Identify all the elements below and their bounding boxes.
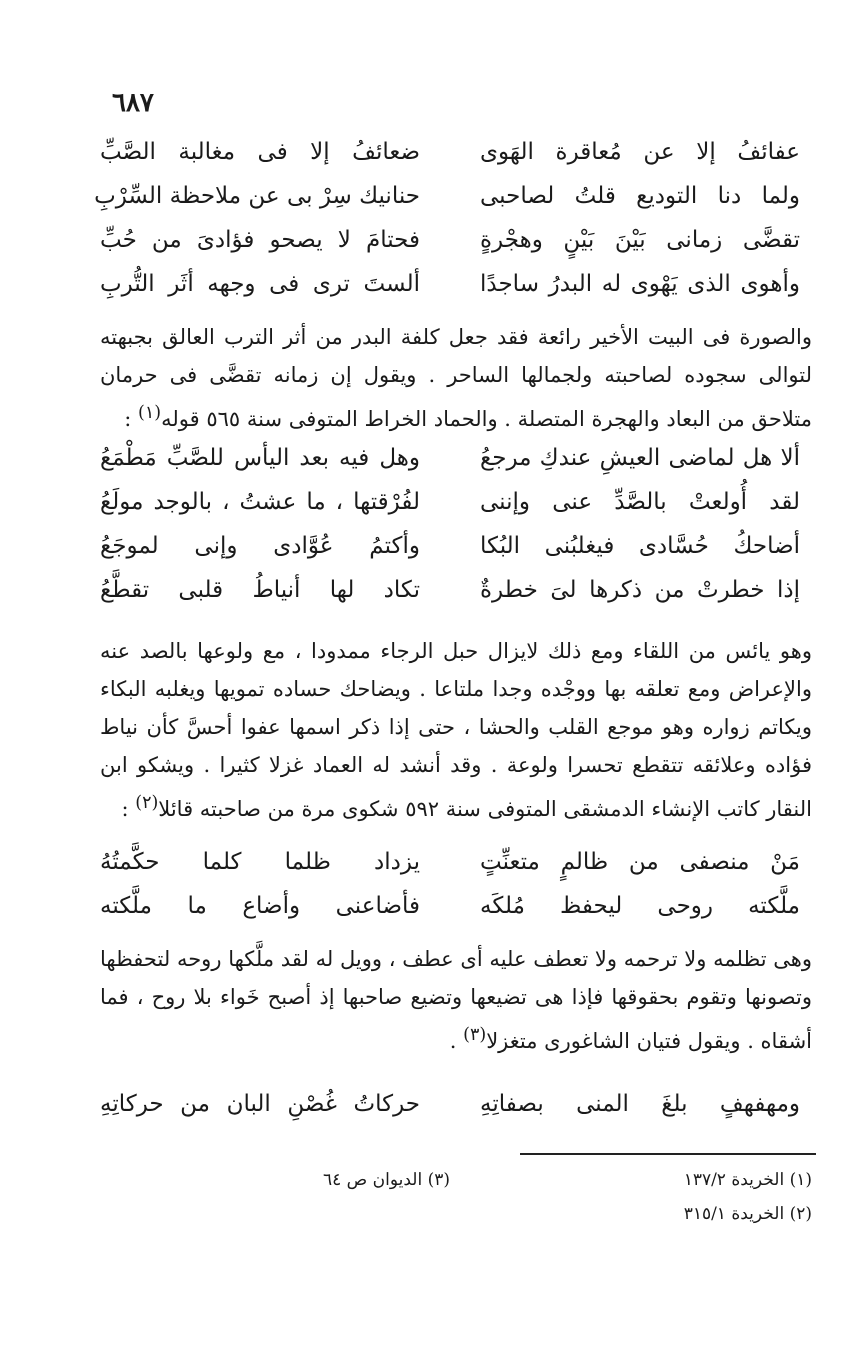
prose-punct: .	[449, 1029, 464, 1053]
footnotes-right-column	[512, 1163, 812, 1231]
verse-hemistich-left: فحتامَ لا يصحو فؤادىَ من حُبِّ	[100, 227, 420, 253]
prose-paragraph-3	[100, 940, 812, 1060]
verse-hemistich-left: تكاد لها أنياطُ قلبى تقطَّعُ	[100, 577, 420, 603]
footnote-ref: (٢)	[135, 793, 159, 813]
prose-text: والصورة فى البيت الأخير رائعة فقد جعل كلفة البدر من أثر الترب العالق بجبهته لتوالى سجوده لصاحبته ولجمالها الساحر . ويقول إن زمانه تقضَّى فى حرمان متلاحق من البعاد والهجرة المتصلة . والحماد الخراط المتوفى سنة ٥٦٥ قوله	[100, 325, 812, 431]
verse-line	[94, 174, 800, 218]
verse-hemistich-right: ملَّكته روحى ليحفظ مُلكَه	[480, 893, 800, 919]
verse-block-1	[94, 130, 800, 306]
verse-line	[100, 568, 800, 612]
verse-hemistich-left: حركاتُ غُصْنِ البان من حركاتِهِ	[100, 1091, 420, 1117]
verse-hemistich-left: ألستَ ترى فى وجهه أثَر التُّربِ	[100, 271, 420, 297]
verse-hemistich-right: مَنْ منصفى من ظالمٍ متعنِّتٍ	[480, 849, 800, 875]
footnote-ref: (١)	[138, 403, 162, 423]
verse-block-3	[100, 840, 800, 928]
verse-hemistich-right: ولما دنا التوديع قلتُ لصاحبى	[480, 183, 800, 209]
verse-hemistich-left: لفُرْقتها ، ما عشتُ ، بالوجد مولَعُ	[100, 489, 420, 515]
prose-text: وهو يائس من اللقاء ومع ذلك لايزال حبل الرجاء ممدودا ، مع ولوعها بالصد عنه والإعراض ومع تعلقه بها ووجْده وجدا ملتاعا . ويضاحك حساده تمويها ويغلبه البكاء ويكاتم زواره وهو موجع القلب والحشا ، حتى إذا ذكر اسمها عفوا أحسَّ كأن نياط فؤاده وعلائقه تتقطع تحسرا ولوعة . وقد أنشد له العماد غزلا كثيرا . ويشكو ابن النقار كاتب الإنشاء الدمشقى المتوفى سنة ٥٩٢ شكوى مرة من صاحبته قائلا	[100, 639, 812, 821]
verse-line	[100, 262, 800, 306]
footnote-ref: (٣)	[463, 1025, 487, 1045]
footnote-3: (٣) الديوان ص ٦٤	[323, 1170, 450, 1190]
verse-hemistich-left: حنانيك سِرْ بى عن ملاحظة السِّرْبِ	[94, 183, 420, 209]
footnote-2: (٢) الخريدة ٣١٥/١	[683, 1204, 812, 1224]
prose-punct: :	[121, 797, 136, 821]
prose-punct: :	[124, 407, 139, 431]
verse-hemistich-right: وأهوى الذى يَهْوى له البدرُ ساجدًا	[480, 271, 800, 297]
prose-paragraph-2	[100, 632, 812, 828]
verse-line	[100, 436, 800, 480]
verse-line	[100, 840, 800, 884]
verse-hemistich-right: أضاحكُ حُسَّادى فيغلبُنى البُكا	[480, 533, 800, 559]
verse-hemistich-left: يزداد ظلما كلما حكَّمتُهُ	[100, 849, 420, 875]
verse-hemistich-left: وأكتمُ عُوَّادى وإنى لموجَعُ	[100, 533, 420, 559]
prose-paragraph-1	[100, 318, 812, 438]
verse-line	[100, 480, 800, 524]
verse-hemistich-right: ومهفهفٍ بلغَ المنى بصفاتِهِ	[480, 1091, 800, 1117]
verse-hemistich-left: ضعائفُ إلا فى مغالبة الصَّبِّ	[100, 139, 420, 165]
verse-hemistich-left: فأضاعنى وأضاع ما ملَّكته	[100, 893, 420, 919]
verse-hemistich-right: لقد أُولعتْ بالصَّدِّ عنى وإننى	[480, 489, 800, 515]
verse-block-4	[100, 1082, 800, 1126]
footnote-1: (١) الخريدة ١٣٧/٢	[683, 1170, 812, 1190]
verse-hemistich-right: تقضَّى زمانى بَيْنَ بَيْنٍ وهجْرةٍ	[480, 227, 800, 253]
prose-text: وهى تظلمه ولا ترحمه ولا تعطف عليه أى عطف ، وويل له لقد ملَّكها روحه لتحفظها وتصونها وتقوم بحقوقها فإذا هى تضيعها وتضيع صاحبها إذ أصبح خَواء بلا روح ، فما أشقاه . ويقول فتيان الشاغورى متغزلا	[100, 947, 812, 1053]
verse-line	[100, 130, 800, 174]
verse-hemistich-right: إذا خطرتْ من ذكرها لىَ خطرةٌ	[480, 577, 800, 603]
verse-line	[100, 884, 800, 928]
verse-line	[100, 524, 800, 568]
verse-hemistich-left: وهل فيه بعد اليأس للصَّبِّ مَطْمَعُ	[100, 445, 420, 471]
page-number: ٦٨٧	[112, 88, 154, 118]
verse-block-2	[100, 436, 800, 612]
verse-line	[100, 1082, 800, 1126]
verse-hemistich-right: ألا هل لماضى العيشِ عندكِ مرجعُ	[480, 445, 800, 471]
verse-hemistich-right: عفائفُ إلا عن مُعاقرة الهَوى	[480, 139, 800, 165]
footnote-divider	[520, 1153, 816, 1155]
verse-line	[100, 218, 800, 262]
